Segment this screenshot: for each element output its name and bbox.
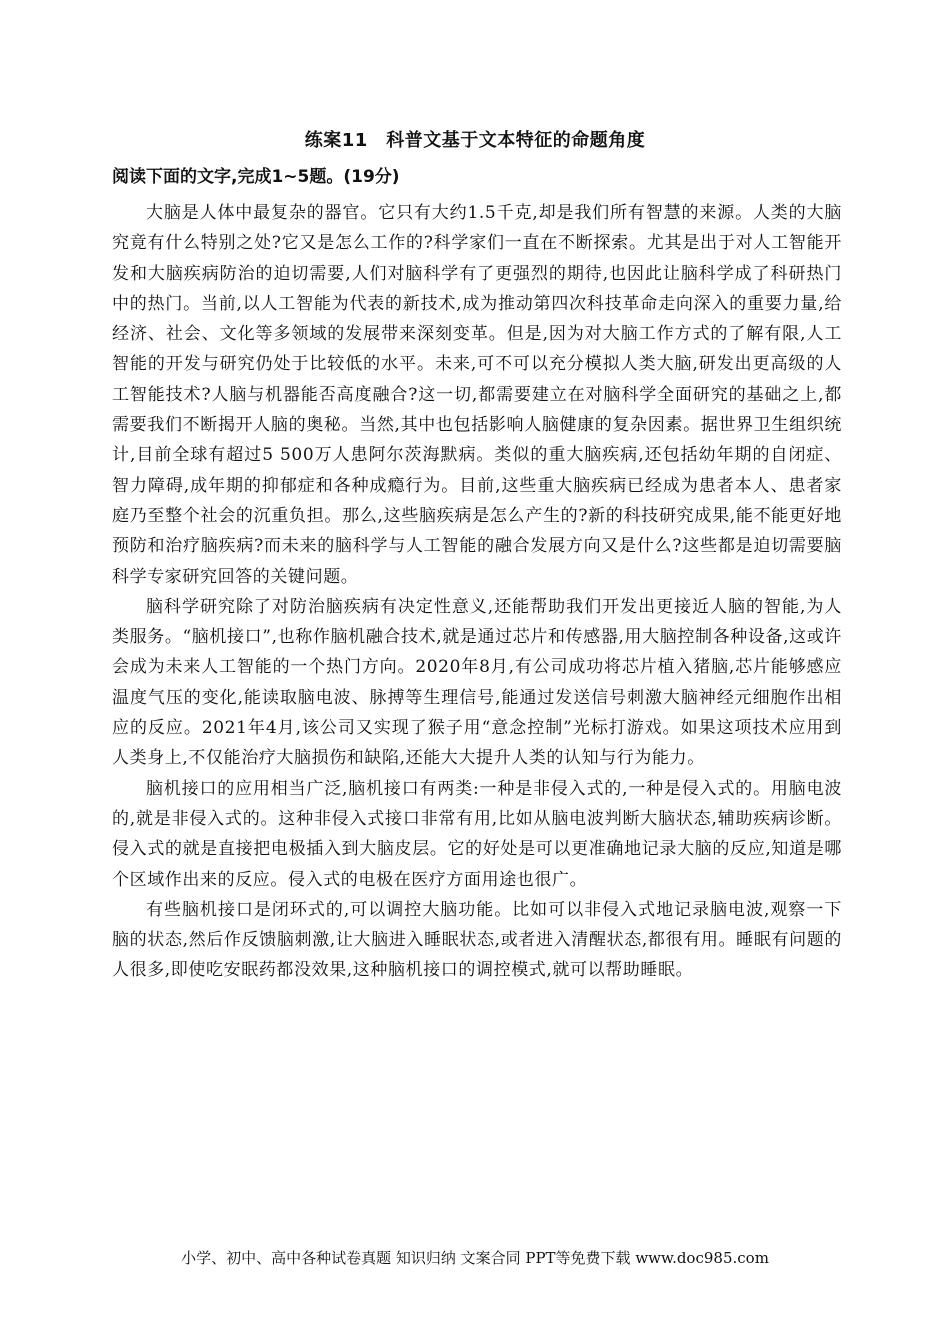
page-footer: 小学、初中、高中各种试卷真题 知识归纳 文案合同 PPT等免费下载 www.doc985.com <box>181 1249 769 1267</box>
paragraph-4: 有些脑机接口是闭环式的,可以调控大脑功能。比如可以非侵入式地记录脑电波,观察一下脑的状态,然后作反馈脑刺激,让大脑进入睡眠状态,或者进入清醒状态,都很有用。睡眠有问题的人很多,即使吃安眠药都没效果,这种脑机接口的调控模式,就可以帮助睡眠。 <box>112 899 842 981</box>
article-body <box>112 198 842 986</box>
paragraph-2: 脑科学研究除了对防治脑疾病有决定性意义,还能帮助我们开发出更接近人脑的智能,为人类服务。“脑机接口”,也称作脑机融合技术,就是通过芯片和传感器,用大脑控制各种设备,这或许会成为未来人工智能的一个热门方向。2020年8月,有公司成功将芯片植入猪脑,芯片能够感应温度气压的变化,能读取脑电波、脉搏等生理信号,能通过发送信号刺激大脑神经元细胞作出相应的反应。2021年4月,该公司又实现了猴子用“意念控制”光标打游戏。如果这项技术应用到人类身上,不仅能治疗大脑损伤和缺陷,还能大大提升人类的认知与行为能力。 <box>112 596 842 769</box>
page-title: 练案11 科普文基于文本特征的命题角度 <box>304 130 646 151</box>
question-instruction: 阅读下面的文字,完成1~5题。(19分) <box>112 167 400 187</box>
paragraph-1: 大脑是人体中最复杂的器官。它只有大约1.5千克,却是我们所有智慧的来源。人类的大脑究竟有什么特别之处?它又是怎么工作的?科学家们一直在不断探索。尤其是出于对人工智能开发和大脑疾病防治的迫切需要,人们对脑科学有了更强烈的期待,也因此让脑科学成了科研热门中的热门。当前,以人工智能为代表的新技术,成为推动第四次科技革命走向深入的重要力量,给经济、社会、文化等多领域的发展带来深刻变革。但是,因为对大脑工作方式的了解有限,人工智能的开发与研究仍处于比较低的水平。未来,可不可以充分模拟人类大脑,研发出更高级的人工智能技术?人脑与机器能否高度融合?这一切,都需要建立在对脑科学全面研究的基础之上,都需要我们不断揭开人脑的奥秘。当然,其中也包括影响人脑健康的复杂因素。据世界卫生组织统计,目前全球有超过5 500万人患阿尔茨海默病。类似的重大脑疾病,还包括幼年期的自闭症、智力障碍,成年期的抑郁症和各种成瘾行为。目前,这些重大脑疾病已经成为患者本人、患者家庭乃至整个社会的沉重负担。那么,这些脑疾病是怎么产生的?新的科技研究成果,能不能更好地预防和治疗脑疾病?而未来的脑科学与人工智能的融合发展方向又是什么?这些都是迫切需要脑科学专家研究回答的关键问题。 <box>112 203 842 587</box>
paragraph-3: 脑机接口的应用相当广泛,脑机接口有两类:一种是非侵入式的,一种是侵入式的。用脑电波的,就是非侵入式的。这种非侵入式接口非常有用,比如从脑电波判断大脑状态,辅助疾病诊断。侵入式的就是直接把电极插入到大脑皮层。它的好处是可以更准确地记录大脑的反应,知道是哪个区域作出来的反应。侵入式的电极在医疗方面用途也很广。 <box>112 778 842 890</box>
